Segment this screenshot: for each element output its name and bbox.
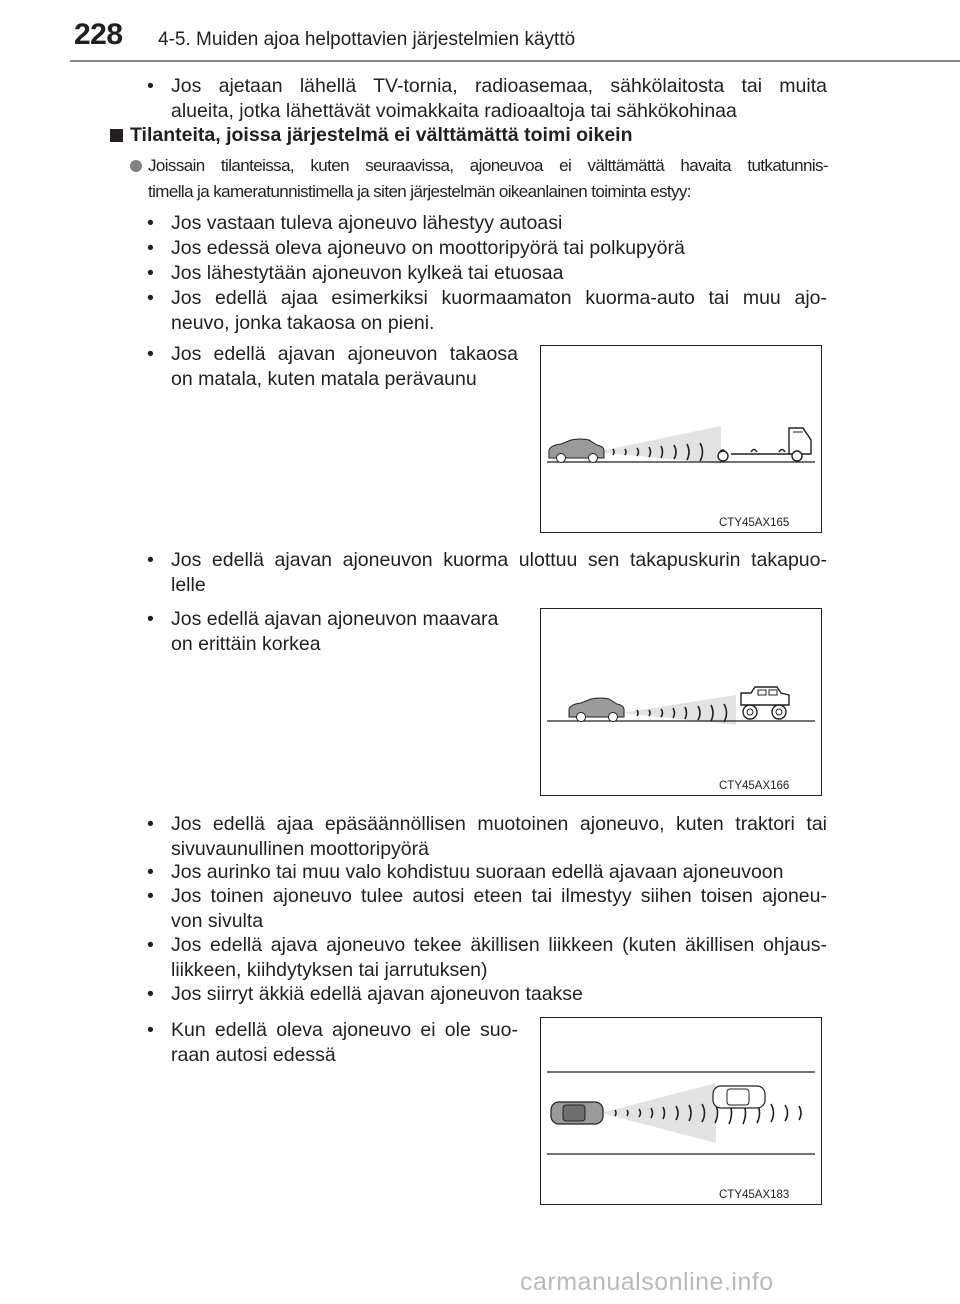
radar-beam <box>596 426 721 464</box>
figure-low-trailer <box>540 345 822 533</box>
car-icon <box>569 698 624 722</box>
list-item-text-line2: on matala, kuten matala perävaunu <box>171 368 477 390</box>
truck-icon <box>718 428 811 461</box>
figure-code: CTY45AX165 <box>719 517 790 529</box>
list-item-text-line1: Kun edellä oleva ajoneuvo ei ole suo- <box>171 1019 518 1041</box>
list-item-text-line2: lelle <box>171 574 206 596</box>
bullet-dot: • <box>147 885 154 907</box>
figure-code: CTY45AX183 <box>719 1189 790 1201</box>
offset-car-top-icon <box>713 1086 765 1108</box>
car-top-icon <box>551 1102 603 1124</box>
bullet-dot: • <box>147 983 154 1005</box>
list-item-text-line1: Jos edellä ajavan ajoneuvon kuorma ulottuu sen takapuskurin takapuo- <box>171 549 827 571</box>
list-item-text-line1: Jos edellä ajavan ajoneuvon takaosa <box>171 343 518 365</box>
list-item-text-line1: Jos toinen ajoneuvo tulee autosi eteen tai ilmestyy siihen toisen ajoneu- <box>171 885 827 907</box>
bullet-dot: • <box>147 287 154 309</box>
bullet-dot: • <box>147 262 154 284</box>
list-item-text-line2: liikkeen, kiihdytyksen tai jarrutuksen) <box>171 959 488 981</box>
list-item-text-line2: sivuvaunullinen moottoripyörä <box>171 838 429 860</box>
list-item-text-line2: neuvo, jonka takaosa on pieni. <box>171 312 435 334</box>
list-item-text: Jos lähestytään ajoneuvon kylkeä tai etuosaa <box>171 262 564 284</box>
bullet-dot: • <box>147 549 154 571</box>
offset-vehicle-illustration <box>541 1018 821 1204</box>
page-number: 228 <box>74 18 123 51</box>
list-item-text-line1: Jos edellä ajaa esimerkiksi kuormaamaton kuorma-auto tai muu ajo- <box>171 287 827 309</box>
low-trailer-illustration <box>541 346 821 532</box>
list-item-text-line2: raan autosi edessä <box>171 1044 336 1066</box>
car-icon <box>549 439 604 463</box>
intro-bullet-line2: alueita, jotka lähettävät voimakkaita radioaaltoja tai sähkökohinaa <box>171 100 737 122</box>
radar-beam <box>601 1083 716 1143</box>
list-item-text: Jos edessä oleva ajoneuvo on moottoripyörä tai polkupyörä <box>171 237 685 259</box>
watermark: carmanualsonline.info <box>520 1268 774 1296</box>
suv-icon <box>741 687 789 719</box>
circle-bullet-icon <box>130 160 142 172</box>
bullet-dot: • <box>147 1019 154 1041</box>
section-intro-line1: Joissain tilanteissa, kuten seuraavissa, ajoneuvoa ei välttämättä havaita tutkatunnis- <box>148 156 828 175</box>
section-title: 4-5. Muiden ajoa helpottavien järjestelmien käyttö <box>158 29 576 50</box>
bullet-dot: • <box>147 237 154 259</box>
list-item-text-line1: Jos edellä ajavan ajoneuvon maavara <box>171 608 499 630</box>
bullet-dot: • <box>147 608 154 630</box>
page-header <box>0 0 960 60</box>
list-item-text-line2: von sivulta <box>171 910 264 932</box>
list-item-text: Jos siirryt äkkiä edellä ajavan ajoneuvon taakse <box>171 983 583 1005</box>
high-clearance-illustration <box>541 609 821 795</box>
list-item-text-line1: Jos edellä ajaa epäsäännöllisen muotoinen ajoneuvo, kuten traktori tai <box>171 813 827 835</box>
bullet-dot: • <box>147 813 154 835</box>
square-bullet-icon <box>110 129 123 142</box>
list-item-text: Jos vastaan tuleva ajoneuvo lähestyy autoasi <box>171 212 563 234</box>
bullet-dot: • <box>147 861 154 883</box>
bullet-dot: • <box>147 934 154 956</box>
section-heading: Tilanteita, joissa järjestelmä ei välttämättä toimi oikein <box>130 124 633 146</box>
bullet-dot: • <box>147 212 154 234</box>
figure-high-clearance <box>540 608 822 796</box>
bullet-dot: • <box>147 343 154 365</box>
figure-code: CTY45AX166 <box>719 780 790 792</box>
section-intro-line2: timella ja kameratunnistimella ja siten järjestelmän oikeanlainen toiminta estyy: <box>148 182 691 201</box>
list-item-text-line1: Jos edellä ajava ajoneuvo tekee äkillisen liikkeen (kuten äkillisen ohjaus- <box>171 934 827 956</box>
figure-offset-vehicle <box>540 1017 822 1205</box>
intro-bullet-line1: Jos ajetaan lähellä TV-tornia, radioasemaa, sähkölaitosta tai muita <box>171 75 827 97</box>
bullet-dot: • <box>147 75 154 97</box>
list-item-text: Jos aurinko tai muu valo kohdistuu suoraan edellä ajavaan ajoneuvoon <box>171 861 784 883</box>
list-item-text-line2: on erittäin korkea <box>171 633 321 655</box>
header-rule <box>70 60 960 62</box>
